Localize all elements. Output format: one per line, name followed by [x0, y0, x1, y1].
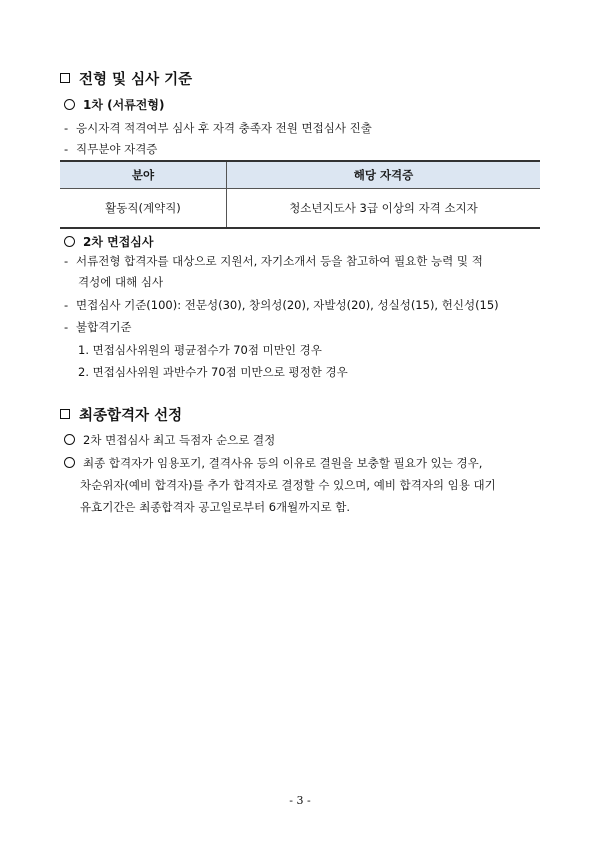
checkbox-square-icon [60, 73, 70, 83]
stage2-item-1-continued: 격성에 대해 심사 [78, 275, 164, 289]
fail-criterion-2: 2. 면접심사위원 과반수가 70점 미만으로 평정한 경우 [78, 365, 348, 379]
stage2-heading: 2차 면접심사 [64, 233, 154, 250]
certificate-table [60, 160, 540, 229]
circle-bullet-icon [64, 99, 75, 110]
circle-bullet-icon [64, 457, 75, 468]
table-cell-certificate: 청소년지도사 3급 이상의 자격 소지자 [227, 189, 541, 229]
stage2-item-3: - 불합격기준 [64, 320, 132, 334]
table-cell-field: 활동직(계약직) [60, 189, 227, 229]
table-header-certificate: 해당 자격증 [227, 161, 541, 189]
stage1-item-2: - 직무분야 자격증 [64, 142, 158, 156]
final-item-1: 2차 면접심사 최고 득점자 순으로 결정 [64, 432, 275, 448]
table-row [60, 189, 540, 229]
final-item-2-continued-1: 차순위자(예비 합격자)를 추가 합격자로 결정할 수 있으며, 예비 합격자의 임용 대기 [80, 478, 496, 492]
stage1-item-1: - 응시자격 적격여부 심사 후 자격 충족자 전원 면접심사 진출 [64, 121, 372, 135]
final-item-2: 최종 합격자가 임용포기, 결격사유 등의 이유로 결원을 보충할 필요가 있는 경우, [64, 455, 482, 471]
section-title-final-selection: 최종합격자 선정 [60, 404, 182, 425]
table-header-row [60, 161, 540, 189]
circle-bullet-icon [64, 434, 75, 445]
page-number: - 3 - [289, 794, 311, 807]
checkbox-square-icon [60, 409, 70, 419]
section-title-screening-criteria: 전형 및 심사 기준 [60, 68, 192, 89]
final-item-2-continued-2: 유효기간은 최종합격자 공고일로부터 6개월까지로 함. [80, 500, 350, 514]
stage2-item-2: - 면접심사 기준(100): 전문성(30), 창의성(20), 자발성(20), 성실성(15), 헌신성(15) [64, 298, 499, 312]
stage2-item-1: - 서류전형 합격자를 대상으로 지원서, 자기소개서 등을 참고하여 필요한 능력 및 적 [64, 254, 483, 268]
stage1-heading: 1차 (서류전형) [64, 96, 164, 113]
circle-bullet-icon [64, 236, 75, 247]
table-header-field: 분야 [60, 161, 227, 189]
fail-criterion-1: 1. 면접심사위원의 평균점수가 70점 미만인 경우 [78, 343, 322, 357]
